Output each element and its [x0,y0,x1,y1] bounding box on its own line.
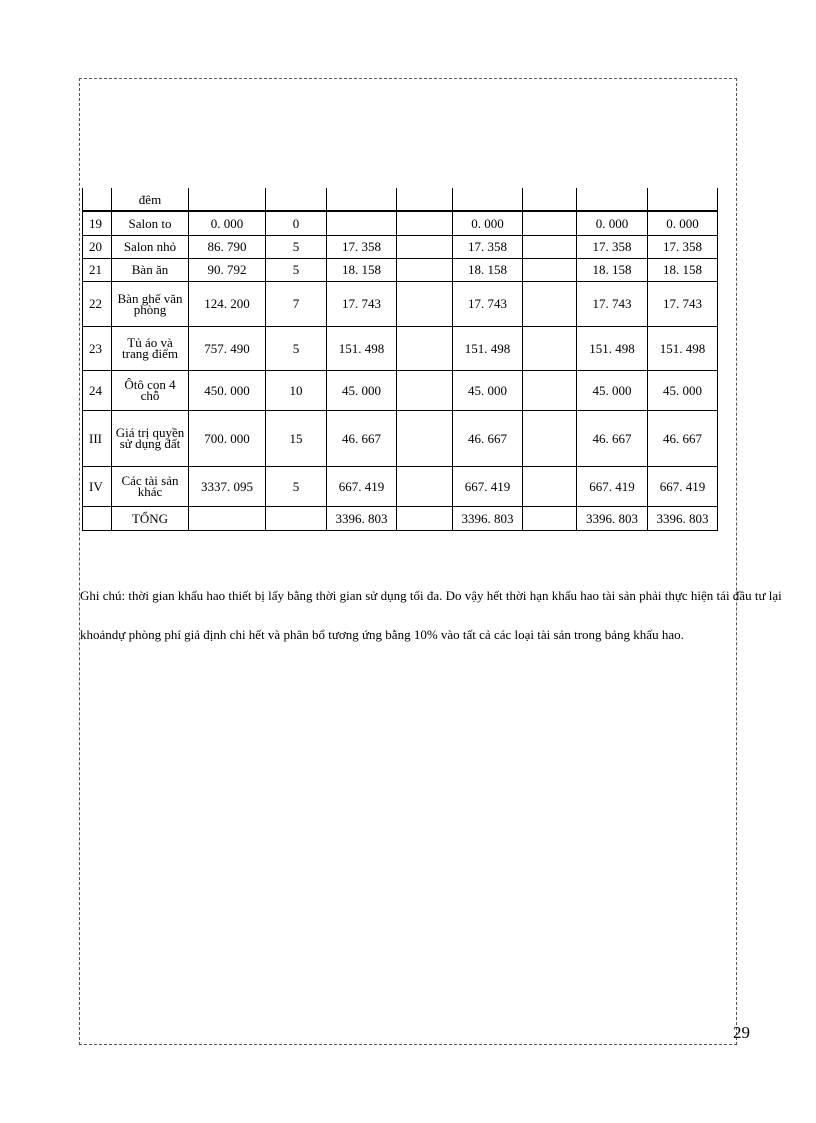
note-paragraph [80,576,782,654]
cell-empty [397,211,453,235]
cell-c8: 0. 000 [577,211,648,235]
cell-empty [397,466,453,506]
cell-c4: 18. 158 [327,258,397,281]
cell-c6: 0. 000 [453,211,523,235]
cell-idx: 24 [83,370,112,410]
cell-c9: 17. 743 [648,281,718,326]
cell-name: Ôtô con 4 chỗ [112,370,189,410]
cell-c8: 18. 158 [577,258,648,281]
cell-c4: 45. 000 [327,370,397,410]
cell-name: Các tài sản khác [112,466,189,506]
cell-c8: 45. 000 [577,370,648,410]
note-line-2: khoảndự phòng phí giả định chi hết và phân bổ tương ứng bằng 10% vào tất cả các loại tài sản trong bảng khấu hao. [80,627,684,642]
cell-name: Bàn ăn [112,258,189,281]
cell-value: 3337. 095 [189,466,266,506]
table-row [83,235,718,258]
cell-name: Salon to [112,211,189,235]
table-row [83,211,718,235]
cell-idx: 23 [83,326,112,370]
depreciation-table [82,188,718,531]
cell-c4: 17. 743 [327,281,397,326]
cell-c9: 46. 667 [648,410,718,466]
cell-c9 [648,188,718,211]
cell-idx: 22 [83,281,112,326]
cell-empty [523,410,577,466]
cell-empty [397,281,453,326]
cell-years [266,188,327,211]
cell-c6: 17. 358 [453,235,523,258]
cell-years: 0 [266,211,327,235]
cell-c4 [327,188,397,211]
cell-idx: 19 [83,211,112,235]
cell-c6: 46. 667 [453,410,523,466]
cell-value [189,506,266,530]
cell-c8: 3396. 803 [577,506,648,530]
cell-years: 7 [266,281,327,326]
cell-c9: 667. 419 [648,466,718,506]
cell-idx: 21 [83,258,112,281]
cell-name: Bàn ghế văn phòng [112,281,189,326]
cell-c8 [577,188,648,211]
cell-c6: 667. 419 [453,466,523,506]
cell-name: đêm [112,188,189,211]
cell-c4 [327,211,397,235]
cell-name: Giá trị quyền sử dụng đất [112,410,189,466]
cell-c6 [453,188,523,211]
cell-years: 10 [266,370,327,410]
cell-empty [523,370,577,410]
cell-value: 90. 792 [189,258,266,281]
table-row [83,281,718,326]
table-row [83,370,718,410]
cell-empty [397,326,453,370]
cell-c8: 667. 419 [577,466,648,506]
cell-value: 700. 000 [189,410,266,466]
cell-years: 5 [266,326,327,370]
cell-c6: 3396. 803 [453,506,523,530]
cell-empty [397,258,453,281]
cell-c9: 0. 000 [648,211,718,235]
cell-name: Salon nhỏ [112,235,189,258]
cell-c6: 151. 498 [453,326,523,370]
cell-empty [523,258,577,281]
cell-value: 450. 000 [189,370,266,410]
cell-empty [397,188,453,211]
cell-empty [397,506,453,530]
cell-value: 757. 490 [189,326,266,370]
cell-c8: 46. 667 [577,410,648,466]
cell-idx [83,188,112,211]
cell-years: 5 [266,258,327,281]
cell-c8: 151. 498 [577,326,648,370]
cell-empty [523,211,577,235]
note-line-1: Ghi chú: thời gian khấu hao thiết bị lấy bằng thời gian sử dụng tối đa. Do vậy hết thời hạn khấu hao tài sản phải thực hiện tái đầu tư lại [80,588,782,603]
cell-years: 5 [266,466,327,506]
cell-empty [523,326,577,370]
table-row [83,326,718,370]
cell-value: 86. 790 [189,235,266,258]
cell-c9: 3396. 803 [648,506,718,530]
cell-c4: 151. 498 [327,326,397,370]
page-number: 29 [733,1023,750,1042]
cell-c9: 18. 158 [648,258,718,281]
cell-idx: IV [83,466,112,506]
cell-empty [523,466,577,506]
cell-empty [523,235,577,258]
cell-value: 0. 000 [189,211,266,235]
cell-empty [397,410,453,466]
cell-name: Tủ áo và trang điểm [112,326,189,370]
cell-idx: III [83,410,112,466]
cell-empty [523,506,577,530]
cell-years: 5 [266,235,327,258]
cell-c4: 17. 358 [327,235,397,258]
cell-idx: 20 [83,235,112,258]
cell-empty [523,188,577,211]
cell-empty [397,235,453,258]
cell-c9: 17. 358 [648,235,718,258]
cell-c6: 17. 743 [453,281,523,326]
cell-years: 15 [266,410,327,466]
cell-c8: 17. 743 [577,281,648,326]
cell-c9: 45. 000 [648,370,718,410]
cell-name: TỔNG [112,506,189,530]
cell-c6: 45. 000 [453,370,523,410]
table-row [83,466,718,506]
table-row [83,506,718,530]
cell-value [189,188,266,211]
cell-c9: 151. 498 [648,326,718,370]
table-row [83,258,718,281]
cell-c4: 46. 667 [327,410,397,466]
cell-years [266,506,327,530]
cell-empty [523,281,577,326]
table-row [83,188,718,211]
cell-c8: 17. 358 [577,235,648,258]
cell-idx [83,506,112,530]
cell-c6: 18. 158 [453,258,523,281]
cell-empty [397,370,453,410]
cell-value: 124. 200 [189,281,266,326]
cell-c4: 3396. 803 [327,506,397,530]
cell-c4: 667. 419 [327,466,397,506]
table-row [83,410,718,466]
